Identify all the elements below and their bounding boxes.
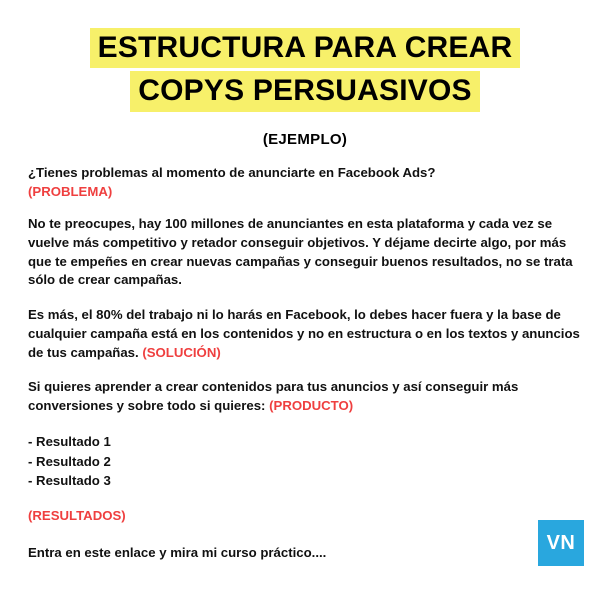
solution-tag: (SOLUCIÓN)	[142, 344, 221, 360]
problem-paragraph	[28, 164, 582, 201]
title-line-1: ESTRUCTURA PARA CREAR	[90, 28, 521, 68]
paragraph-2	[28, 306, 582, 362]
paragraph-2-text: Es más, el 80% del trabajo ni lo harás en Facebook, lo debes hacer fuera y la base de cualquier campaña está en los contenidos y no en estructura o en los textos y anuncios de tus campañas.	[28, 307, 580, 360]
problem-tag: (PROBLEMA)	[28, 183, 113, 199]
results-list	[28, 432, 582, 491]
list-item: - Resultado 1	[28, 433, 111, 449]
problem-question: ¿Tienes problemas al momento de anunciarte en Facebook Ads?	[28, 164, 436, 180]
paragraph-1: No te preocupes, hay 100 millones de anunciantes en esta plataforma y cada vez se vuelve más competitivo y retador conseguir objetivos. Y déjame decirte algo, por más que te empeñes en crear nuevas campañas y conseguir buenos resultados, no se trata sólo de crear campañas.	[28, 216, 573, 288]
product-tag: (PRODUCTO)	[269, 398, 354, 414]
title-line-2: COPYS PERSUASIVOS	[130, 71, 480, 111]
results-tag: (RESULTADOS)	[28, 508, 126, 524]
paragraph-3	[28, 378, 582, 415]
list-item: - Resultado 3	[28, 473, 111, 489]
list-item: - Resultado 2	[28, 453, 111, 469]
title-block	[28, 28, 582, 115]
paragraph-3-text: Si quieres aprender a crear contenidos para tus anuncios y así conseguir más conversiones y sobre todo si quieres:	[28, 379, 519, 414]
closing-line: Entra en este enlace y mira mi curso práctico....	[28, 544, 327, 560]
brand-logo	[538, 520, 584, 566]
brand-logo-text: VN	[546, 531, 576, 554]
body-area	[28, 164, 582, 563]
subtitle: (EJEMPLO)	[262, 130, 348, 148]
